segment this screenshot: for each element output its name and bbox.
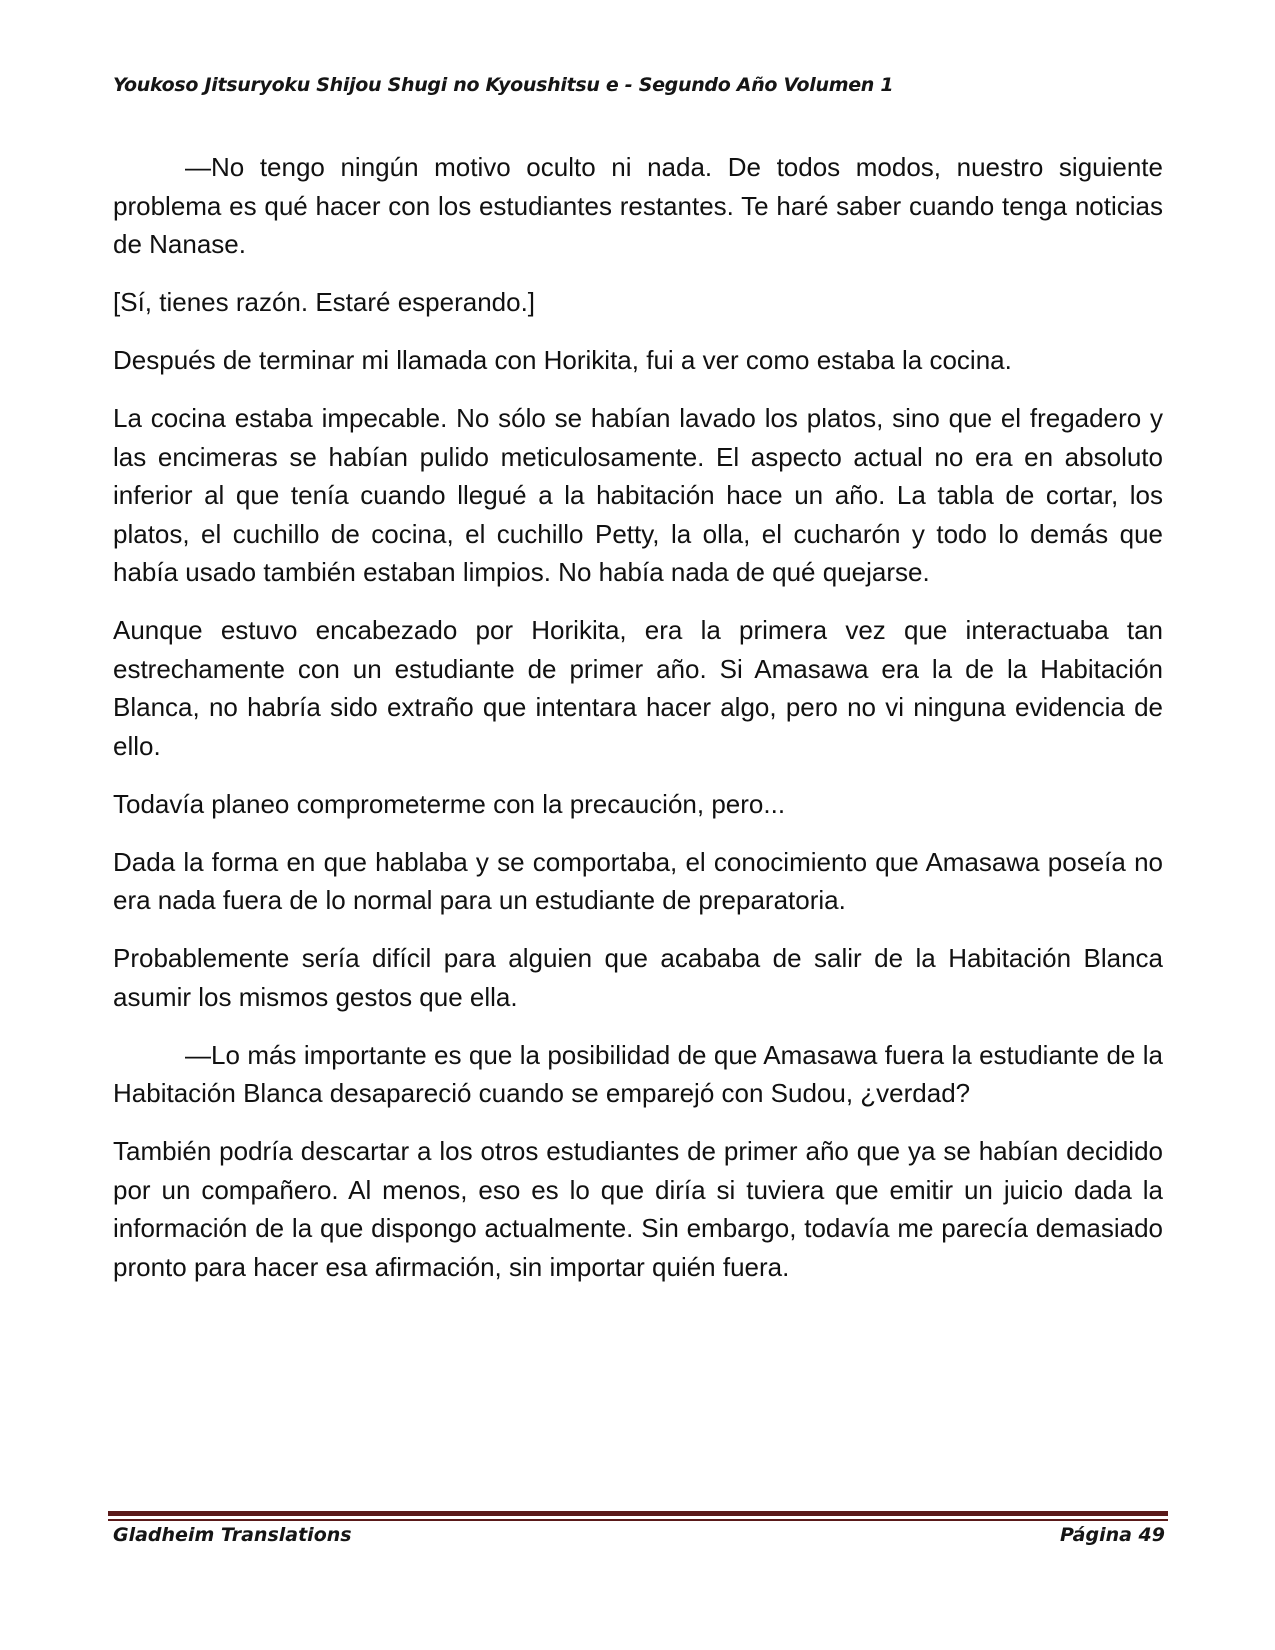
footer-divider-thick <box>108 1511 1168 1516</box>
paragraph-5: Aunque estuvo encabezado por Horikita, era la primera vez que interactuaba tan estrechamente con un estudiante de primer año. Si Amasawa era la de la Habitación Blanca, no habría sido extraño que intentara hacer algo, pero no vi ninguna evidencia de ello. <box>113 615 1163 761</box>
paragraph-10: También podría descartar a los otros estudiantes de primer año que ya se habían decidido por un compañero. Al menos, eso es lo que diría si tuviera que emitir un juicio dada la información de la que dispongo actualmente. Sin embargo, todavía me parecía demasiado pronto para hacer esa afirmación, sin importar quién fuera. <box>113 1136 1163 1282</box>
footer-page-number: Página 49 <box>1059 1524 1165 1546</box>
paragraph-2: [Sí, tienes razón. Estaré esperando.] <box>113 287 536 317</box>
paragraph-9: —Lo más importante es que la posibilidad de que Amasawa fuera la estudiante de la Habitación Blanca desapareció cuando se emparejó con Sudou, ¿verdad? <box>113 1039 1163 1108</box>
header-title: Youkoso Jitsuryoku Shijou Shugi no Kyoushitsu e - Segundo Año Volumen 1 <box>113 74 894 96</box>
paragraph-8: Probablemente sería difícil para alguien que acababa de salir de la Habitación Blanca asumir los mismos gestos que ella. <box>113 943 1163 1012</box>
paragraph-3: Después de terminar mi llamada con Horikita, fui a ver como estaba la cocina. <box>113 345 1012 375</box>
paragraph-6: Todavía planeo comprometerme con la precaución, pero... <box>113 788 786 819</box>
body-text <box>113 148 1163 1306</box>
footer-publisher: Gladheim Translations <box>113 1524 352 1546</box>
paragraph-7: Dada la forma en que hablaba y se comportaba, el conocimiento que Amasawa poseía no era nada fuera de lo normal para un estudiante de preparatoria. <box>113 846 1163 915</box>
footer-divider-thin <box>108 1519 1168 1521</box>
paragraph-4: La cocina estaba impecable. No sólo se habían lavado los platos, sino que el fregadero y las encimeras se habían pulido meticulosamente. El aspecto actual no era en absoluto inferior al que tenía cuando llegué a la habitación hace un año. La tabla de cortar, los platos, el cuchillo de cocina, el cuchillo Petty, la olla, el cucharón y todo lo demás que había usado también estaban limpios. No había nada de qué quejarse. <box>113 403 1163 587</box>
paragraph-1: —No tengo ningún motivo oculto ni nada. De todos modos, nuestro siguiente problema es qué hacer con los estudiantes restantes. Te haré saber cuando tenga noticias de Nanase. <box>113 152 1163 259</box>
